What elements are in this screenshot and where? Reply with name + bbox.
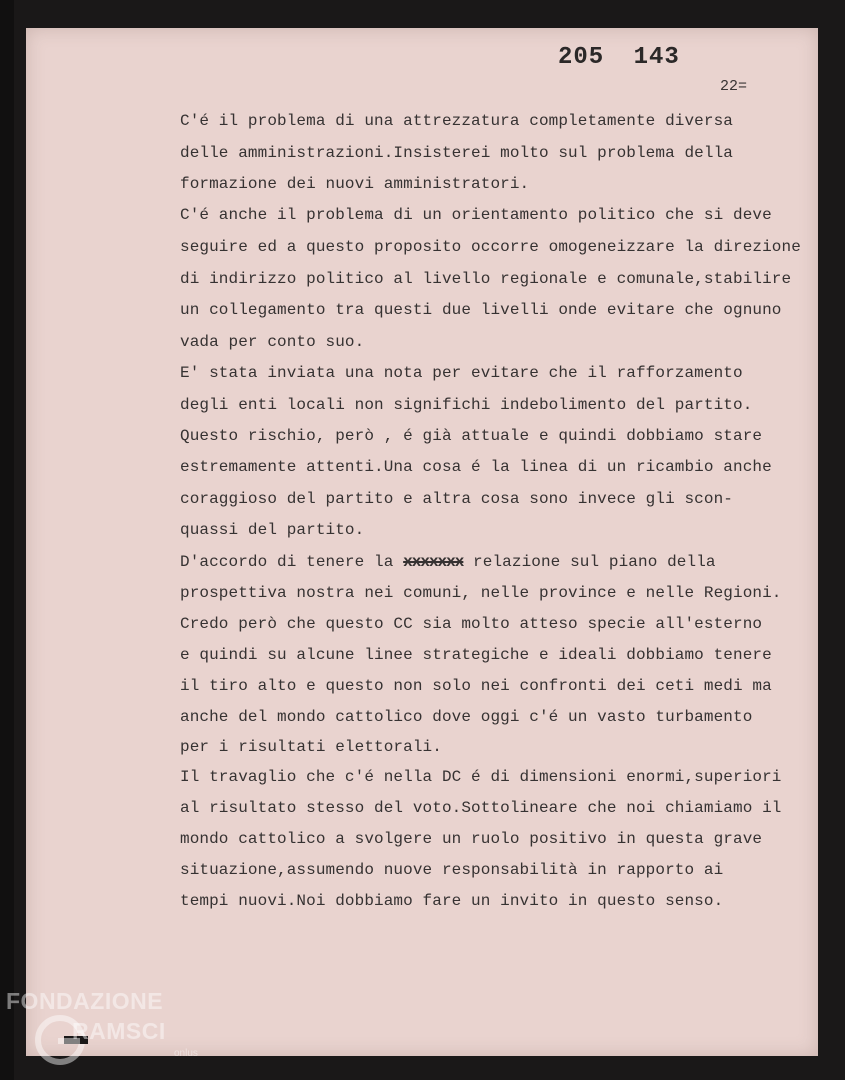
text-line: al risultato stesso del voto.Sottolineare che noi chiamiamo il [180, 799, 782, 817]
text-line: seguire ed a questo proposito occorre omogeneizzare la direzione [180, 238, 801, 256]
text-line: C'é il problema di una attrezzatura completamente diversa [180, 112, 733, 130]
struck-out-word: xxxxxxx [403, 553, 464, 571]
fondazione-gramsci-watermark [6, 988, 216, 1068]
text-line: e quindi su alcune linee strategiche e ideali dobbiamo tenere [180, 646, 772, 664]
page-number: 22= [720, 78, 748, 95]
text-line: di indirizzo politico al livello regionale e comunale,stabilire [180, 270, 792, 288]
text-line: quassi del partito. [180, 521, 365, 539]
text-line: coraggioso del partito e altra cosa sono invece gli scon- [180, 490, 733, 508]
text-line: Il travaglio che c'é nella DC é di dimensioni enormi,superiori [180, 768, 782, 786]
archive-number: 205 143 [558, 44, 680, 71]
scanner-edge [0, 0, 14, 1080]
text-line: formazione dei nuovi amministratori. [180, 175, 530, 193]
text-line: vada per conto suo. [180, 333, 365, 351]
text-line: il tiro alto e questo non solo nei confronti dei ceti medi ma [180, 677, 772, 695]
text-line: situazione,assumendo nuove responsabilità in rapporto ai [180, 861, 724, 879]
text-line: Questo rischio, però , é già attuale e quindi dobbiamo stare [180, 427, 763, 445]
text-line: Credo però che questo CC sia molto atteso specie all'esterno [180, 615, 763, 633]
text-line: degli enti locali non significhi indebolimento del partito. [180, 396, 753, 414]
text-line: E' stata inviata una nota per evitare che il rafforzamento [180, 364, 743, 382]
text-line: prospettiva nostra nei comuni, nelle province e nelle Regioni. [180, 584, 782, 602]
text-line: tempi nuovi.Noi dobbiamo fare un invito in questo senso. [180, 892, 724, 910]
text-line: C'é anche il problema di un orientamento politico che si deve [180, 206, 772, 224]
text-line: anche del mondo cattolico dove oggi c'é un vasto turbamento [180, 708, 753, 726]
text-line: estremamente attenti.Una cosa é la linea di un ricambio anche [180, 458, 772, 476]
text-line: delle amministrazioni.Insisterei molto sul problema della [180, 144, 733, 162]
watermark-line: onlus [174, 1048, 198, 1059]
text-line: per i risultati elettorali. [180, 738, 442, 756]
text-line-with-strikeout [180, 553, 716, 577]
text-line: mondo cattolico a svolgere un ruolo positivo in questa grave [180, 830, 763, 848]
text-segment: relazione sul piano della [463, 553, 716, 571]
text-segment: D'accordo di tenere la [180, 553, 404, 571]
watermark-line: RAMSCI [72, 1018, 166, 1044]
watermark-line: FONDAZIONE [6, 988, 164, 1014]
text-line: un collegamento tra questi due livelli onde evitare che ognuno [180, 301, 782, 319]
